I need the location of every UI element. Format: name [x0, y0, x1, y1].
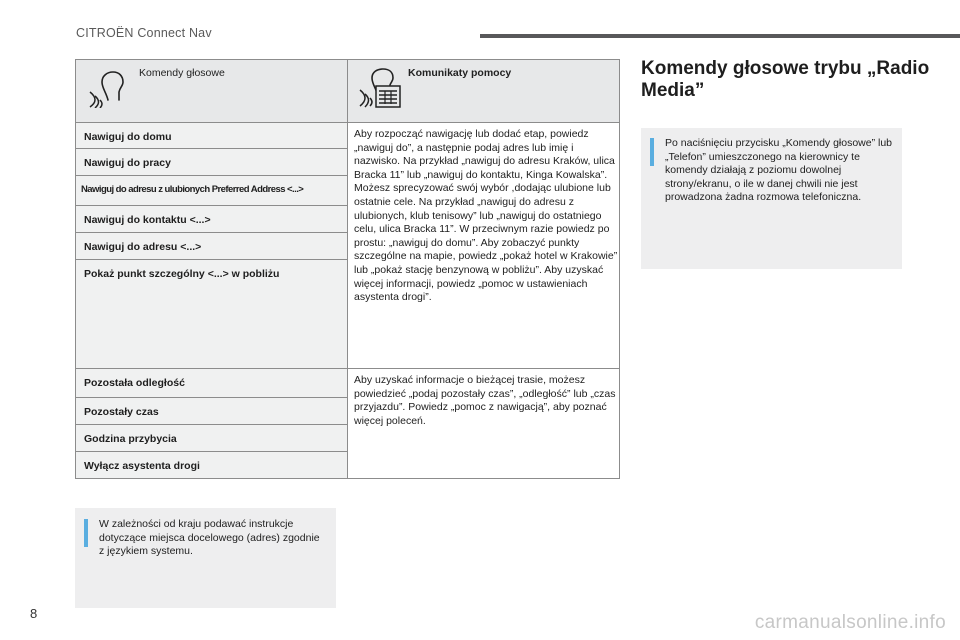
table-row	[76, 206, 347, 233]
voice-commands-heading: Komendy głosowe	[139, 67, 225, 79]
table-row	[76, 369, 347, 398]
voice-command-icon	[86, 70, 126, 108]
watermark: carmanualsonline.info	[754, 612, 946, 633]
table-row	[76, 452, 347, 478]
page-number: 8	[30, 606, 38, 621]
command-label: Nawiguj do pracy	[84, 157, 171, 169]
section-title: Komendy głosowe trybu „Radio Media”	[641, 58, 930, 101]
info-accent-bar	[650, 138, 654, 166]
command-label: Nawiguj do adresu <...>	[84, 241, 202, 253]
table-row	[76, 233, 347, 260]
table-row	[76, 176, 347, 206]
command-label: Godzina przybycia	[84, 433, 177, 445]
info-note-text: W zależności od kraju podawać instrukcje dotyczące miejsca docelowego (adres) zgodnie z językiem systemu.	[99, 518, 320, 558]
table-row	[76, 260, 347, 369]
help-text: Aby uzyskać informacje o bieżącej trasie, możesz powiedzieć „podaj pozostały czas”, „odległość” lub „czas przyjazdu”. Powiedz „pomoc z nawigacją”, aby poznać więcej poleceń.	[354, 374, 616, 427]
help-column	[348, 60, 619, 478]
voice-commands-table	[75, 59, 620, 479]
commands-column	[76, 60, 348, 478]
help-column-header	[348, 60, 619, 123]
help-messages-heading: Komunikaty pomocy	[408, 67, 512, 79]
table-row	[76, 425, 347, 452]
command-label: Pokaż punkt szczególny <...> w pobliżu	[84, 268, 280, 280]
command-label: Nawiguj do domu	[84, 131, 172, 143]
table-row	[76, 149, 347, 176]
header-rule	[480, 34, 960, 38]
table-row	[76, 123, 347, 149]
info-accent-bar	[84, 519, 88, 547]
command-label: Nawiguj do adresu z ulubionych Preferred Address <...>	[81, 184, 304, 195]
command-label: Pozostały czas	[84, 406, 159, 418]
help-description-navigation	[348, 123, 619, 369]
voice-help-icon	[358, 68, 402, 110]
info-note-text: Po naciśnięciu przycisku „Komendy głosowe” lub „Telefon” umieszczonego na kierownicy te komendy działają z poziomu dowolnej strony/ekranu, o ile w danej chwili nie jest prowadzona żadna rozmowa telefoniczna.	[665, 137, 893, 204]
info-note-left	[75, 508, 336, 608]
command-label: Pozostała odległość	[84, 377, 185, 389]
help-text: Aby rozpocząć nawigację lub dodać etap, powiedz „nawiguj do”, a następnie podaj adres lub imię i nazwisko. Na przykład „nawiguj do adresu Kraków, ulica Bracka 11” lub „nawiguj do kontaktu, Kinga Kowalska”. Możesz sprecyzować swój wybór ,dodając ulubione lub ostatnie cele. Na przykład „nawiguj do adresu z ulubionych, klub tenisowy” lub „nawiguj do ostatniego celu, ulica Bracka 11”. W przeciwnym razie powiedz po prostu: „nawiguj do domu”. Aby zobaczyć punkty szczególne na mapie, powiedz „pokaż hotel w Krakowie” lub „pokaż stację benzynową w pobliżu”. Aby uzyskać więcej informacji, powiedz „pomoc w ustawieniach asystenta drogi”.	[354, 128, 618, 304]
info-note-right	[641, 128, 902, 269]
table-row	[76, 398, 347, 425]
page-header-title: CITROËN Connect Nav	[76, 26, 212, 40]
help-description-route	[348, 369, 619, 478]
commands-column-header	[76, 60, 347, 123]
command-label: Wyłącz asystenta drogi	[84, 460, 200, 472]
command-label: Nawiguj do kontaktu <...>	[84, 214, 211, 226]
